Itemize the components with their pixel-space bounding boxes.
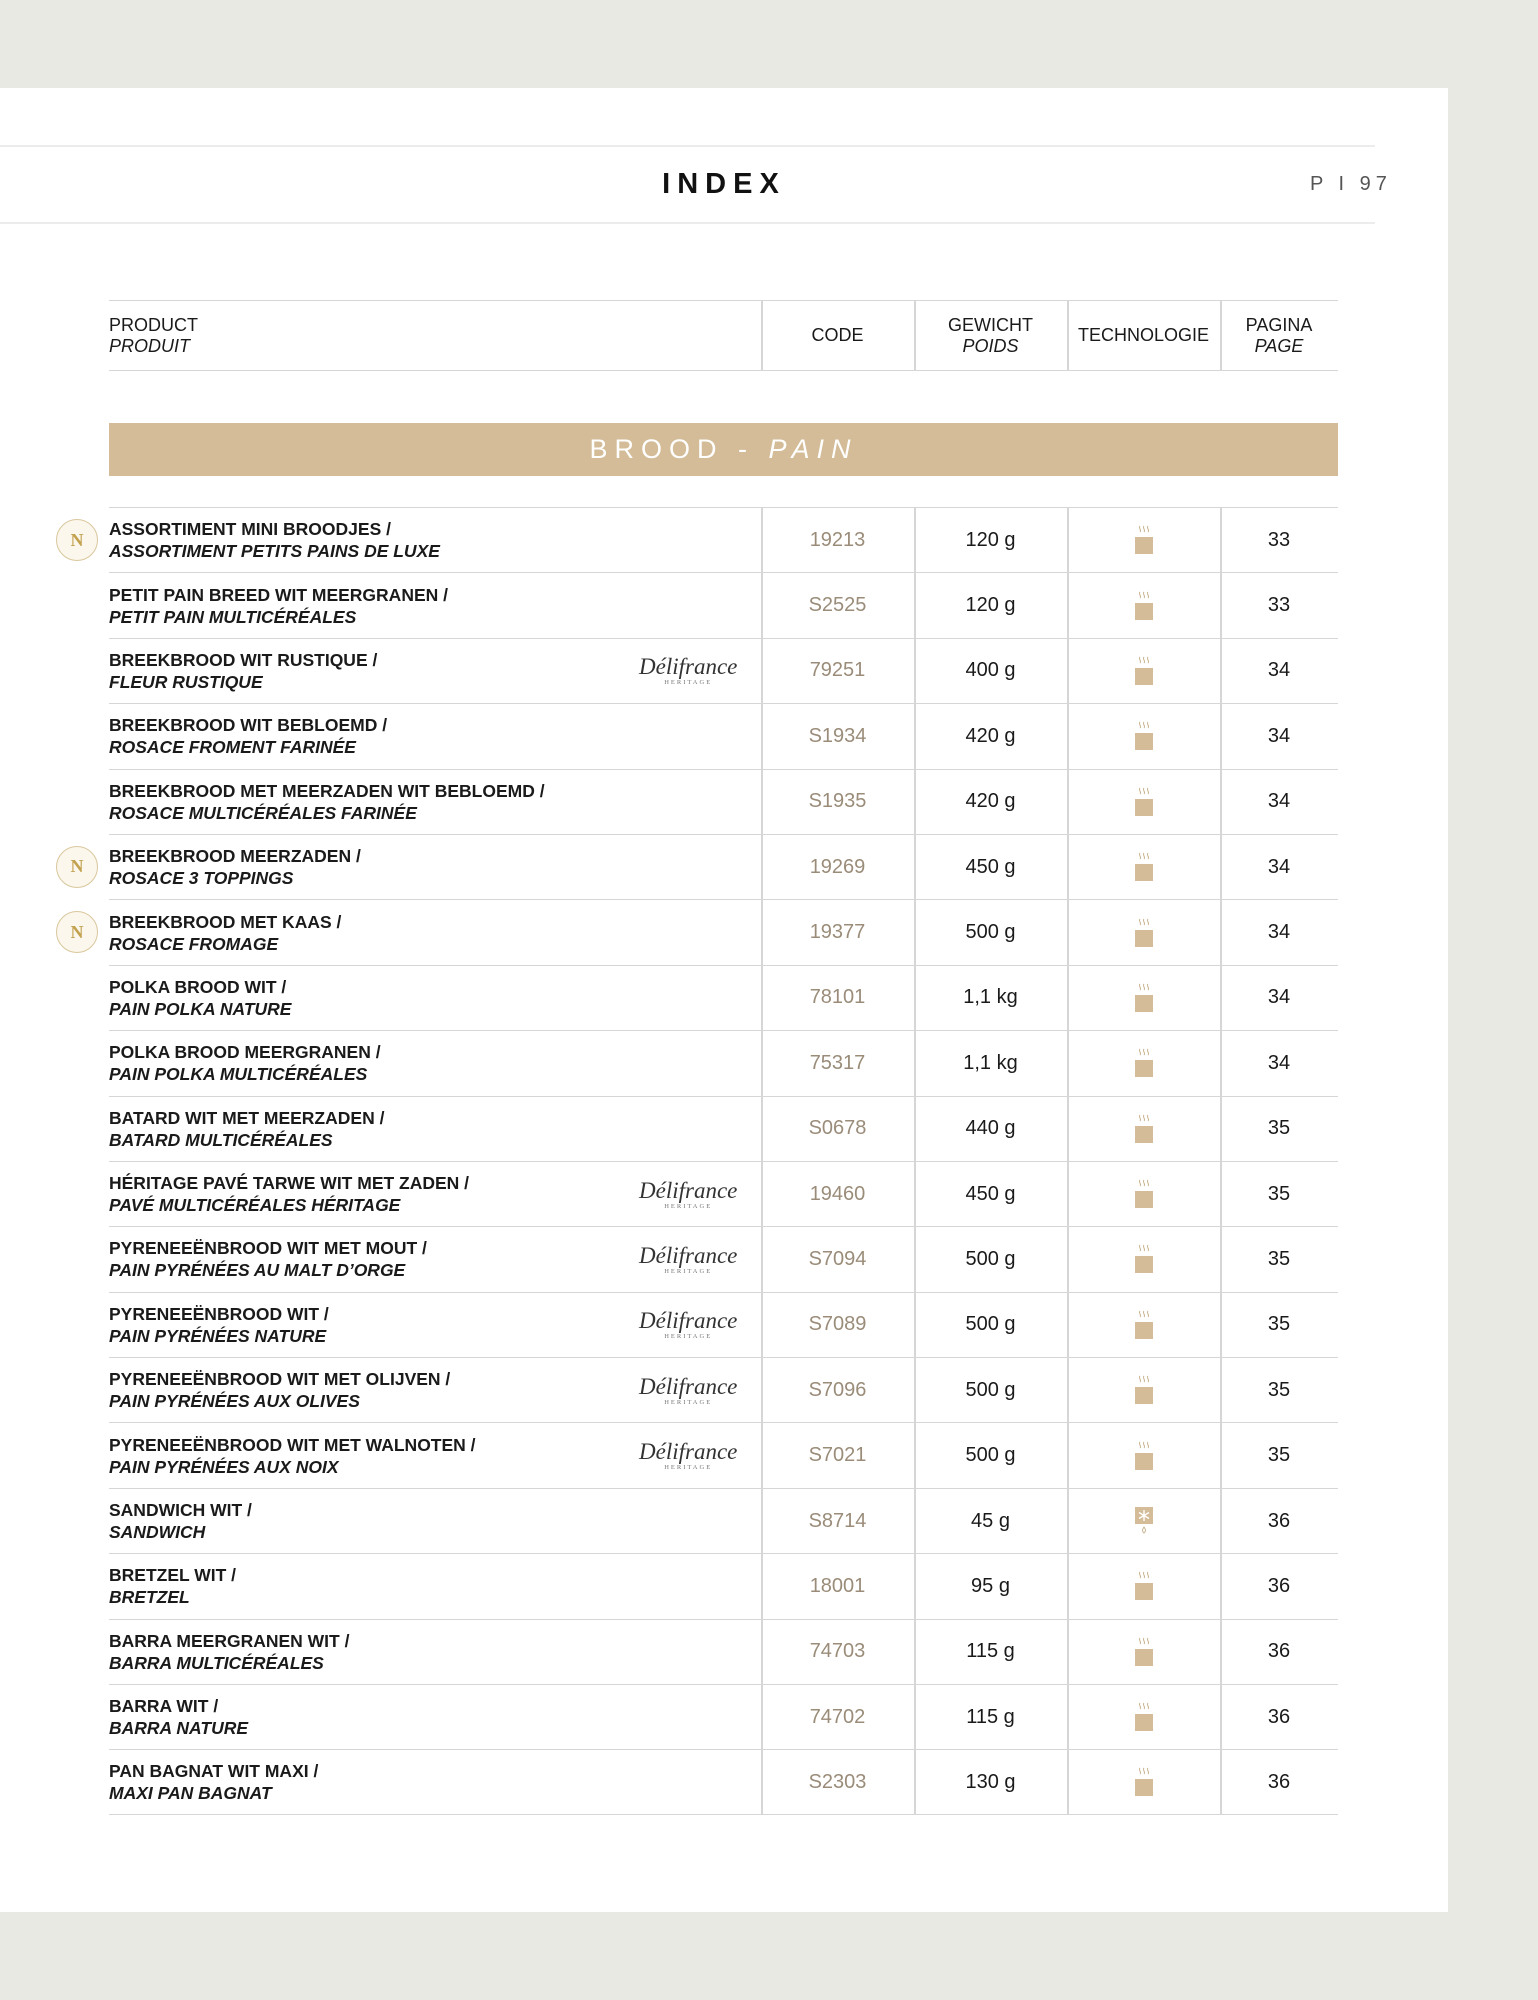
table-row: [109, 1749, 1338, 1814]
product-weight: 1,1 kg: [963, 1051, 1018, 1074]
steam-icon: [1133, 787, 1155, 817]
steam-icon: [1133, 525, 1155, 555]
delifrance-heritage-logo: Délifrance HERITAGE: [639, 1373, 738, 1406]
product-name-fr: PAVÉ MULTICÉRÉALES HÉRITAGE: [109, 1195, 401, 1216]
table-row: [109, 703, 1338, 768]
product-name-nl: HÉRITAGE PAVÉ TARWE WIT MET ZADEN /: [109, 1173, 470, 1194]
technology-cell: [1067, 639, 1220, 703]
product-name: [109, 508, 440, 572]
product-name: [109, 573, 448, 637]
product-code: 75317: [809, 1051, 866, 1074]
product-name-fr: ROSACE FROMENT FARINÉE: [109, 737, 356, 758]
technology-cell: [1067, 966, 1220, 1030]
product-code: S1934: [808, 724, 867, 747]
product-page: 35: [1267, 1313, 1291, 1336]
technology-cell: [1067, 1554, 1220, 1618]
steam-icon: [1133, 852, 1155, 882]
product-name-nl: BATARD WIT MET MEERZADEN /: [109, 1107, 385, 1128]
product-page: 36: [1267, 1574, 1291, 1597]
table-row: [109, 769, 1338, 834]
product-page: 36: [1267, 1770, 1291, 1793]
section-title-nl: BROOD -: [589, 434, 754, 464]
product-name-nl: BRETZEL WIT /: [109, 1565, 237, 1586]
product-name: [109, 1031, 381, 1095]
product-code: 19213: [809, 528, 866, 551]
technology-cell: [1067, 1162, 1220, 1226]
steam-icon: [1133, 591, 1155, 621]
section-header: [109, 423, 1338, 476]
thaw-icon: [1133, 1506, 1155, 1536]
technology-cell: [1067, 1358, 1220, 1422]
steam-icon: [1133, 1179, 1155, 1209]
product-name-nl: BARRA MEERGRANEN WIT /: [109, 1630, 350, 1651]
product-page: 36: [1267, 1705, 1291, 1728]
steam-icon: [1133, 1310, 1155, 1340]
product-weight: 45 g: [971, 1509, 1010, 1532]
product-weight: 120 g: [965, 528, 1016, 551]
product-page: 34: [1267, 1051, 1291, 1074]
product-name-fr: PAIN PYRÉNÉES AUX NOIX: [109, 1456, 339, 1477]
product-code: S0678: [808, 1117, 867, 1140]
table-row: [109, 1161, 1338, 1226]
product-weight: 420 g: [965, 790, 1016, 813]
product-name-nl: BREEKBROOD MET KAAS /: [109, 911, 342, 932]
header-weight: [914, 301, 1067, 370]
catalog-page: [0, 88, 1448, 1912]
product-name: [109, 1227, 427, 1291]
product-name-fr: FLEUR RUSTIQUE: [109, 671, 263, 692]
header-technology: [1067, 301, 1220, 370]
table-row: [109, 1096, 1338, 1161]
header-page-nl: PAGINA: [1245, 314, 1313, 335]
product-name-nl: SANDWICH WIT /: [109, 1500, 252, 1521]
product-code: 78101: [809, 986, 866, 1009]
header-code: [761, 301, 914, 370]
technology-cell: [1067, 1031, 1220, 1095]
product-code: 18001: [809, 1574, 866, 1597]
table-row: [109, 1422, 1338, 1487]
product-page: 36: [1267, 1640, 1291, 1663]
table-row: [109, 638, 1338, 703]
technology-cell: [1067, 1227, 1220, 1291]
header-product: [109, 301, 198, 370]
table-row: [109, 1553, 1338, 1618]
product-weight: 500 g: [965, 1313, 1016, 1336]
page-number: P I 97: [1310, 173, 1392, 195]
delifrance-heritage-logo: Délifrance HERITAGE: [639, 1177, 738, 1210]
technology-cell: [1067, 573, 1220, 637]
product-name: [109, 1750, 318, 1813]
product-weight: 420 g: [965, 724, 1016, 747]
product-name-nl: BREEKBROOD MET MEERZADEN WIT BEBLOEMD /: [109, 780, 545, 801]
product-page: 35: [1267, 1117, 1291, 1140]
product-weight: 500 g: [965, 921, 1016, 944]
product-page: 34: [1267, 855, 1291, 878]
table-row: [109, 1357, 1338, 1422]
header-rule-bottom: [0, 222, 1375, 224]
product-weight: 450 g: [965, 855, 1016, 878]
product-weight: 500 g: [965, 1247, 1016, 1270]
product-name-nl: PYRENEEËNBROOD WIT MET WALNOTEN /: [109, 1434, 476, 1455]
product-code: S7094: [808, 1247, 867, 1270]
product-weight: 500 g: [965, 1378, 1016, 1401]
product-name-fr: ROSACE MULTICÉRÉALES FARINÉE: [109, 802, 417, 823]
steam-icon: [1133, 1767, 1155, 1797]
product-code: S1935: [808, 790, 867, 813]
product-weight: 440 g: [965, 1117, 1016, 1140]
delifrance-heritage-logo: Délifrance HERITAGE: [639, 1242, 738, 1275]
product-code: S7096: [808, 1378, 867, 1401]
product-code: S2303: [808, 1770, 867, 1793]
table-row: [109, 1030, 1338, 1095]
product-name-fr: ROSACE FROMAGE: [109, 933, 279, 954]
product-name-nl: BARRA WIT /: [109, 1696, 219, 1717]
product-name: [109, 1162, 469, 1226]
product-name-nl: PYRENEEËNBROOD WIT MET MOUT /: [109, 1238, 427, 1259]
product-weight: 115 g: [966, 1705, 1015, 1728]
product-name-nl: PYRENEEËNBROOD WIT MET OLIJVEN /: [109, 1369, 451, 1390]
header-product-fr: PRODUIT: [109, 335, 190, 356]
product-name: [109, 1554, 236, 1618]
product-name: [109, 835, 361, 899]
product-name-nl: ASSORTIMENT MINI BROODJES /: [109, 519, 391, 540]
header-code-label: CODE: [811, 325, 864, 345]
product-name: [109, 1685, 248, 1749]
steam-icon: [1133, 918, 1155, 948]
product-name: [109, 704, 387, 768]
header-rule-top: [0, 145, 1375, 147]
table-row: [109, 572, 1338, 637]
product-page: 34: [1267, 659, 1291, 682]
table-row: [109, 1292, 1338, 1357]
product-code: S8714: [808, 1509, 867, 1532]
technology-cell: [1067, 900, 1220, 964]
steam-icon: [1133, 1244, 1155, 1274]
product-name-fr: MAXI PAN BAGNAT: [109, 1783, 272, 1804]
product-page: 35: [1267, 1444, 1291, 1467]
technology-cell: [1067, 1489, 1220, 1553]
product-name: [109, 1293, 329, 1357]
product-table: [70, 507, 1338, 1815]
product-page: 33: [1267, 528, 1291, 551]
technology-cell: [1067, 1620, 1220, 1684]
header-weight-nl: GEWICHT: [948, 314, 1033, 335]
product-name-nl: BREEKBROOD MEERZADEN /: [109, 846, 361, 867]
table-row: [70, 834, 1338, 899]
product-weight: 130 g: [965, 1770, 1016, 1793]
steam-icon: [1133, 1441, 1155, 1471]
product-name: [109, 1489, 252, 1553]
product-weight: 500 g: [965, 1444, 1016, 1467]
product-name-nl: BREEKBROOD WIT RUSTIQUE /: [109, 649, 378, 670]
delifrance-heritage-logo: Délifrance HERITAGE: [639, 1439, 738, 1472]
header-product-nl: PRODUCT: [109, 314, 198, 335]
product-code: 74703: [809, 1640, 866, 1663]
product-page: 34: [1267, 790, 1291, 813]
product-name: [109, 966, 291, 1030]
technology-cell: [1067, 704, 1220, 768]
product-name-nl: PETIT PAIN BREED WIT MEERGRANEN /: [109, 584, 448, 605]
product-page: 36: [1267, 1509, 1291, 1532]
product-code: 19460: [809, 1182, 866, 1205]
product-name-nl: BREEKBROOD WIT BEBLOEMD /: [109, 715, 388, 736]
product-name: [109, 1097, 384, 1161]
product-name-fr: PAIN PYRÉNÉES AUX OLIVES: [109, 1391, 360, 1412]
product-weight: 95 g: [971, 1574, 1010, 1597]
product-name: [109, 1358, 450, 1422]
product-name-fr: PAIN PYRÉNÉES NATURE: [109, 1325, 327, 1346]
steam-icon: [1133, 1048, 1155, 1078]
product-weight: 120 g: [965, 594, 1016, 617]
product-page: 35: [1267, 1247, 1291, 1270]
steam-icon: [1133, 1375, 1155, 1405]
new-badge-icon: N: [56, 846, 98, 888]
product-name-fr: PAIN PYRÉNÉES AU MALT D’ORGE: [109, 1260, 406, 1281]
product-name: [109, 770, 545, 834]
delifrance-heritage-logo: Délifrance HERITAGE: [639, 654, 738, 687]
table-row: [109, 1684, 1338, 1749]
technology-cell: [1067, 1293, 1220, 1357]
product-name: [109, 1620, 349, 1684]
product-code: S7089: [808, 1313, 867, 1336]
product-code: 79251: [809, 659, 866, 682]
product-code: 74702: [809, 1705, 866, 1728]
table-row: [109, 1488, 1338, 1553]
table-row: [70, 899, 1338, 964]
product-name-nl: POLKA BROOD MEERGRANEN /: [109, 1042, 381, 1063]
technology-cell: [1067, 508, 1220, 572]
product-name: [109, 639, 377, 703]
product-name-nl: PAN BAGNAT WIT MAXI /: [109, 1761, 319, 1782]
product-name-fr: SANDWICH: [109, 1522, 206, 1543]
product-name-fr: BARRA NATURE: [109, 1718, 249, 1739]
product-name-fr: PAIN POLKA MULTICÉRÉALES: [109, 1064, 368, 1085]
header-technology-label: TECHNOLOGIE: [1077, 325, 1210, 345]
product-code: 19377: [809, 921, 866, 944]
product-weight: 400 g: [965, 659, 1016, 682]
technology-cell: [1067, 835, 1220, 899]
product-weight: 1,1 kg: [963, 986, 1018, 1009]
product-page: 34: [1267, 724, 1291, 747]
steam-icon: [1133, 1114, 1155, 1144]
steam-icon: [1133, 983, 1155, 1013]
product-name-fr: BARRA MULTICÉRÉALES: [109, 1652, 324, 1673]
product-page: 35: [1267, 1378, 1291, 1401]
page-title: INDEX: [662, 168, 786, 200]
technology-cell: [1067, 1750, 1220, 1813]
table-row: [109, 965, 1338, 1030]
product-name-nl: POLKA BROOD WIT /: [109, 976, 287, 997]
new-badge-icon: N: [56, 519, 98, 561]
header-page-fr: PAGE: [1254, 335, 1304, 356]
new-badge-icon: N: [56, 911, 98, 953]
product-weight: 450 g: [965, 1182, 1016, 1205]
product-code: S2525: [808, 594, 867, 617]
product-name-fr: PETIT PAIN MULTICÉRÉALES: [109, 606, 357, 627]
steam-icon: [1133, 1702, 1155, 1732]
product-name-fr: ASSORTIMENT PETITS PAINS DE LUXE: [109, 541, 440, 562]
header-page: [1220, 301, 1338, 370]
product-name-nl: PYRENEEËNBROOD WIT /: [109, 1303, 329, 1324]
steam-icon: [1133, 656, 1155, 686]
product-page: 34: [1267, 986, 1291, 1009]
table-header: [109, 300, 1338, 371]
product-code: 19269: [809, 855, 866, 878]
technology-cell: [1067, 1685, 1220, 1749]
product-name: [109, 900, 341, 964]
steam-icon: [1133, 721, 1155, 751]
header-weight-fr: POIDS: [962, 335, 1019, 356]
product-name-fr: ROSACE 3 TOPPINGS: [109, 868, 294, 889]
product-weight: 115 g: [966, 1640, 1015, 1663]
section-title-fr: PAIN: [768, 434, 858, 464]
table-row: [109, 1226, 1338, 1291]
steam-icon: [1133, 1637, 1155, 1667]
product-name: [109, 1423, 476, 1487]
product-page: 34: [1267, 921, 1291, 944]
table-row: [70, 507, 1338, 572]
product-page: 35: [1267, 1182, 1291, 1205]
delifrance-heritage-logo: Délifrance HERITAGE: [639, 1308, 738, 1341]
product-name-fr: BATARD MULTICÉRÉALES: [109, 1129, 333, 1150]
technology-cell: [1067, 770, 1220, 834]
technology-cell: [1067, 1097, 1220, 1161]
product-code: S7021: [808, 1444, 867, 1467]
technology-cell: [1067, 1423, 1220, 1487]
product-name-fr: PAIN POLKA NATURE: [109, 998, 292, 1019]
table-row: [109, 1619, 1338, 1684]
product-page: 33: [1267, 594, 1291, 617]
product-name-fr: BRETZEL: [109, 1587, 190, 1608]
steam-icon: [1133, 1571, 1155, 1601]
